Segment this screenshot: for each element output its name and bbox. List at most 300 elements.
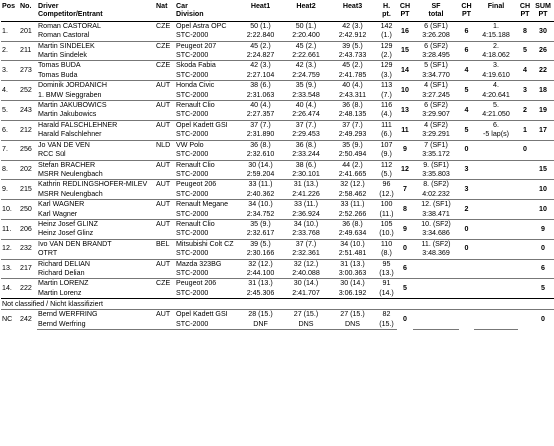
sf-position: 9. (SF1): [413, 160, 459, 170]
heat1-points: 34 (10.): [238, 200, 283, 210]
final-time: 4:15.188: [482, 31, 510, 40]
final-position: [474, 279, 518, 289]
sf-position: 4 (SF2): [413, 120, 459, 130]
entrant-cell: Martin Lorenz: [38, 288, 82, 297]
heat2-time: 2:36.924: [292, 209, 320, 218]
sf-total-time: [413, 289, 459, 299]
heat1-time: 2:34.752: [246, 209, 275, 218]
entrant-cell: Karl Wagner: [38, 209, 78, 218]
ch-points-heats: 15: [397, 41, 413, 61]
division-cell: STC-2000: [176, 169, 209, 178]
ch-points-sf: 2: [459, 200, 474, 220]
entrant-cell: Harald Falschlehner: [38, 130, 102, 139]
not-classified-body: [1, 310, 554, 330]
ch-points-final: 0: [518, 140, 532, 160]
ch-points-sf: 6: [464, 26, 469, 35]
heat2-time: 2:20.400: [292, 31, 320, 40]
final-position: [474, 180, 518, 190]
division-cell: STC-2000: [176, 31, 209, 40]
heat-total-points: 107: [376, 140, 397, 150]
car-cell: Mitsubishi Colt CZ: [175, 239, 238, 249]
sf-position: [413, 259, 459, 269]
ch-points-heats: 9: [397, 219, 413, 239]
pos-cell: 2.: [1, 41, 19, 61]
final-time: 4:21.050: [482, 110, 510, 119]
ch-points-sf: 4: [459, 61, 474, 81]
heat2-points: 36 (8.): [283, 140, 329, 150]
sf-total-time: 3:27.245: [422, 90, 450, 99]
sum-points: 10: [532, 180, 554, 200]
division-cell: STC-2000: [176, 90, 209, 99]
header-ch2: CH: [461, 2, 472, 10]
pos-cell: 3.: [1, 61, 19, 81]
ch-points-final: [518, 239, 532, 259]
heat3-time: 2:41.785: [338, 70, 367, 79]
heat3-time: 2:42.912: [338, 31, 367, 40]
final-time: [474, 190, 518, 200]
number-cell: 243: [19, 101, 37, 121]
driver-cell: Martin JAKUBOWICS: [37, 101, 155, 111]
division-cell: STC-2000: [176, 189, 209, 198]
final-position: [474, 259, 518, 269]
number-cell: 232: [19, 239, 37, 259]
sum-points: 5: [532, 279, 554, 299]
ch-points-final: 8: [523, 26, 527, 35]
sf-position: 7 (SF1): [413, 140, 459, 150]
entrant-cell: OTRT: [38, 249, 58, 258]
heat1-time: 2:27.357: [246, 110, 275, 119]
final-time: 4:18.062: [482, 51, 510, 60]
blank-cell: [155, 190, 175, 200]
heat-rank: (5.): [381, 169, 392, 178]
heat1-time: 2:22.840: [246, 31, 275, 40]
header-heat3: Heat3: [342, 2, 363, 10]
final-position: [474, 239, 518, 249]
pos-cell: 8.: [1, 160, 19, 180]
header-driver: Driver: [38, 2, 59, 10]
sum-points: 0: [532, 310, 554, 330]
pos-cell: 1.: [2, 26, 8, 35]
heat3-time: DNS: [329, 320, 376, 330]
header-final: Final: [487, 2, 505, 10]
heat2-time: 2:29.453: [292, 130, 320, 139]
car-cell: Skoda Fabia: [175, 61, 238, 71]
nat-cell: AUT: [155, 310, 175, 320]
driver-cell: Richard DELIAN: [37, 259, 155, 269]
division-cell: STC-2000: [176, 130, 209, 139]
car-cell: Peugeot 207: [175, 41, 238, 51]
sf-position: 11. (SF2): [413, 239, 459, 249]
heat2-time: 2:33.548: [292, 90, 320, 99]
header-pos: Pos: [2, 2, 16, 10]
heat3-time: 2:50.494: [338, 150, 367, 159]
pos-cell: 5.: [1, 101, 19, 121]
ch-points-heats: 14: [397, 61, 413, 81]
car-cell: Opel Kadett GSI: [175, 120, 238, 130]
ch-points-heats: 8: [397, 200, 413, 220]
sum-points: 15: [532, 160, 554, 180]
heat-rank: (13.): [379, 268, 394, 277]
heat3-points: 34 (10.): [329, 239, 376, 249]
sum-points: 22: [532, 61, 554, 81]
heat1-time: 2:44.100: [246, 268, 275, 277]
heat1-time: 2:24.827: [246, 51, 275, 60]
heat1-points: 42 (3.): [238, 61, 283, 71]
heat1-time: 2:30.166: [246, 249, 275, 258]
heat3-points: 36 (8.): [329, 101, 376, 111]
pos-cell: 12.: [1, 239, 19, 259]
nat-cell: AUT: [155, 160, 175, 170]
heat3-points: 36 (8.): [329, 219, 376, 229]
blank-cell: [155, 229, 175, 239]
sum-points: 17: [532, 120, 554, 140]
heat2-time: 2:22.661: [292, 51, 320, 60]
heat3-time: 2:49.293: [338, 130, 367, 139]
heat-rank: (7.): [381, 90, 392, 99]
sf-total-time: 3:28.495: [422, 51, 450, 60]
sf-position: 6 (SF2): [413, 101, 459, 111]
blank-cell: [155, 320, 175, 330]
heat-total-points: 111: [376, 120, 397, 130]
table-row: [1, 200, 554, 210]
ch-points-heats: 5: [397, 279, 413, 299]
heat3-time: 3:06.192: [338, 288, 367, 297]
car-cell: Renault Megane: [175, 200, 238, 210]
header-ch3: CH: [519, 2, 531, 10]
heat-total-points: 129: [376, 61, 397, 71]
table-row: [1, 219, 554, 229]
final-position: [474, 200, 518, 210]
number-cell: 201: [20, 26, 32, 35]
sum-points: 10: [532, 200, 554, 220]
heat3-time: 2:48.135: [338, 110, 367, 119]
number-cell: 252: [19, 81, 37, 101]
final-time: [474, 249, 518, 259]
ch-points-sf: 0: [459, 219, 474, 239]
entrant-cell: Heinz Josef Glinz: [38, 229, 94, 238]
division-cell: STC-2000: [175, 320, 238, 330]
driver-cell: Karl WAGNER: [37, 200, 155, 210]
blank-cell: [155, 31, 175, 41]
pos-cell: 11.: [1, 219, 19, 239]
driver-cell: Stefan BRACHER: [37, 160, 155, 170]
heat-rank: (15.): [376, 320, 397, 330]
division-cell: STC-2000: [176, 150, 209, 159]
sf-total-time: 3:34.686: [422, 229, 450, 238]
heat1-points: 36 (8.): [238, 140, 283, 150]
division-cell: STC-2000: [176, 268, 209, 277]
final-time: -5 lap(s): [482, 130, 510, 139]
heat-total-points: 96: [376, 180, 397, 190]
ch-points-final: [518, 259, 532, 279]
ch-points-sf: 3: [459, 180, 474, 200]
division-cell: STC-2000: [176, 288, 209, 297]
number-cell: 242: [19, 310, 37, 330]
ch-points-final: [518, 310, 532, 330]
heat1-points: 50 (1.): [250, 21, 271, 30]
heat-rank: (12.): [379, 189, 394, 198]
final-time: [474, 289, 518, 299]
heat3-time: 2:49.634: [338, 229, 367, 238]
driver-cell: Harald FALSCHLEHNER: [37, 120, 155, 130]
ch-points-heats: 0: [397, 239, 413, 259]
car-cell: Honda Civic: [175, 81, 238, 91]
nat-cell: AUT: [155, 101, 175, 111]
sum-points: 0: [532, 239, 554, 259]
heat-total-points: 82: [376, 310, 397, 320]
car-cell: VW Polo: [175, 140, 238, 150]
sf-position: 12. (SF1): [413, 200, 459, 210]
car-cell: Mazda 323BG: [175, 259, 238, 269]
ch-points-sf: 4: [459, 101, 474, 121]
heat2-time: 2:26.474: [292, 110, 320, 119]
heat1-points: 28 (15.): [238, 310, 283, 320]
entrant-cell: Roman Castoral: [38, 31, 90, 40]
entrant-cell: Martin Sindelek: [38, 51, 87, 60]
final-position: [474, 140, 518, 150]
heat2-points: 32 (12.): [283, 259, 329, 269]
sf-total-time: 3:38.471: [422, 209, 450, 218]
header-total: total: [413, 10, 459, 21]
ch-points-heats: 12: [397, 160, 413, 180]
heat3-time: 3:00.363: [338, 268, 367, 277]
ch-points-sf: [459, 259, 474, 279]
header-sf: SF: [431, 2, 441, 10]
ch-points-heats: 6: [397, 259, 413, 279]
heat1-time: 2:32.617: [246, 229, 275, 238]
heat-total-points: 105: [376, 219, 397, 229]
header-car: Car: [176, 2, 188, 10]
driver-cell: Ivo VAN DEN BRANDT: [37, 239, 155, 249]
table-row: [1, 120, 554, 130]
sf-position: 6 (SF1): [424, 21, 448, 30]
ch-points-sf: 5: [459, 120, 474, 140]
nat-cell: CZE: [155, 41, 175, 51]
heat-total-points: 95: [376, 259, 397, 269]
blank-cell: [155, 130, 175, 140]
final-position: 1.: [493, 21, 499, 30]
sf-position: 5 (SF1): [413, 61, 459, 71]
sum-points: 6: [532, 259, 554, 279]
ch-points-sf: 6: [459, 41, 474, 61]
sf-position: 8. (SF2): [413, 180, 459, 190]
number-cell: 273: [19, 61, 37, 81]
not-classified-label: Not classified / Nicht klassifiziert: [1, 299, 554, 310]
final-time: [474, 320, 518, 330]
nat-cell: CZE: [156, 21, 171, 30]
car-cell: Renault Clio: [175, 160, 238, 170]
final-position: [474, 310, 518, 320]
header-nat: Nat: [156, 2, 168, 10]
sum-points: 9: [532, 219, 554, 239]
final-position: 6.: [474, 120, 518, 130]
entrant-cell: MSRR Neulengbach: [38, 169, 103, 178]
heat2-points: 50 (1.): [295, 21, 317, 30]
header-pt-sum: PT: [532, 10, 554, 21]
sf-total-time: 3:35.803: [422, 169, 450, 178]
heat-total-points: 129: [376, 41, 397, 51]
ch-points-final: 3: [518, 81, 532, 101]
ch-points-final: 4: [518, 61, 532, 81]
ch-points-final: [518, 160, 532, 180]
header-heat2: Heat2: [296, 2, 316, 10]
heat2-points: 45 (2.): [283, 41, 329, 51]
driver-cell: Roman CASTORAL: [38, 21, 101, 30]
nat-cell: NLD: [155, 140, 175, 150]
ch-points-final: [518, 200, 532, 220]
heat1-time: 2:40.362: [246, 189, 275, 198]
ch-points-final: 5: [518, 41, 532, 61]
driver-cell: Bernd WERFRING: [37, 310, 155, 320]
heat1-points: 31 (13.): [238, 279, 283, 289]
heat3-points: 40 (4.): [329, 81, 376, 91]
header-chpt1: PT: [397, 10, 413, 21]
table-row: [1, 239, 554, 249]
entrant-cell: MSRR Neulengbach: [38, 189, 103, 198]
ch-points-heats: 0: [397, 310, 413, 330]
nat-cell: AUT: [155, 81, 175, 91]
nat-cell: CZE: [155, 61, 175, 71]
results-table: [1, 0, 554, 330]
blank-cell: [155, 110, 175, 120]
table-row: [1, 21, 554, 31]
nat-cell: CZE: [155, 279, 175, 289]
final-position: 5.: [474, 101, 518, 111]
blank-cell: [155, 51, 175, 61]
heat-total-points: 142: [380, 21, 393, 30]
nat-cell: AUT: [155, 259, 175, 269]
header-ch1: CH: [399, 2, 411, 10]
division-cell: STC-2000: [176, 110, 209, 119]
heat2-points: 30 (14.): [283, 279, 329, 289]
driver-cell: Martin LORENZ: [37, 279, 155, 289]
heat-rank: (8.): [381, 249, 392, 258]
blank-cell: [155, 289, 175, 299]
heat3-time: 2:52.266: [338, 209, 367, 218]
heat3-points: 44 (2.): [329, 160, 376, 170]
heat2-time: 2:24.759: [292, 70, 320, 79]
final-position: 3.: [474, 61, 518, 71]
sf-total-time: 3:29.291: [422, 130, 450, 139]
blank-cell: [155, 210, 175, 220]
header-entrant: Competitor/Entrant: [37, 10, 155, 21]
heat1-points: 32 (12.): [238, 259, 283, 269]
heat2-points: 42 (3.): [283, 61, 329, 71]
sf-total-time: 3:29.907: [422, 110, 450, 119]
heat-rank: (6.): [381, 130, 392, 139]
heat3-time: 2:41.665: [338, 169, 367, 178]
ch-points-heats: 13: [397, 101, 413, 121]
header-pt: pt.: [376, 10, 397, 21]
table-row: [1, 259, 554, 269]
heat2-time: DNS: [283, 320, 329, 330]
division-cell: STC-2000: [176, 70, 209, 79]
car-cell: Peugeot 206: [175, 279, 238, 289]
heat-rank: (11.): [379, 209, 394, 218]
ch-points-heats: 7: [397, 180, 413, 200]
nat-cell: AUT: [155, 180, 175, 190]
heat1-points: 30 (14.): [238, 160, 283, 170]
ch-points-final: 1: [518, 120, 532, 140]
driver-cell: Jo VAN DE VEN: [37, 140, 155, 150]
heat2-time: 2:32.361: [292, 249, 320, 258]
pos-cell: 13.: [1, 259, 19, 279]
sf-total-time: 3:48.369: [422, 249, 450, 258]
heat2-time: 2:30.101: [292, 169, 320, 178]
sf-total-time: 3:35.172: [422, 150, 450, 159]
division-cell: STC-2000: [176, 229, 209, 238]
heat2-points: 27 (15.): [283, 310, 329, 320]
heat1-points: 40 (4.): [238, 101, 283, 111]
heat3-points: 39 (5.): [329, 41, 376, 51]
sum-points: 19: [532, 101, 554, 121]
heat2-points: 38 (6.): [283, 160, 329, 170]
heat3-points: 35 (9.): [329, 140, 376, 150]
heat2-points: 37 (7.): [283, 120, 329, 130]
header-heat1: Heat1: [250, 2, 271, 10]
table-row: [1, 180, 554, 190]
heat3-points: 32 (12.): [329, 180, 376, 190]
ch-points-sf: 5: [459, 81, 474, 101]
number-cell: 212: [19, 120, 37, 140]
heat2-time: 2:33.768: [292, 229, 320, 238]
entrant-cell: RCC Sül: [38, 150, 66, 159]
blank-cell: [155, 71, 175, 81]
sf-position: 4 (SF1): [413, 81, 459, 91]
header-chpt2: PT: [459, 10, 474, 21]
pos-cell: 10.: [1, 200, 19, 220]
header-division: Division: [175, 10, 238, 21]
sf-total-time: [413, 320, 459, 330]
heat2-points: 31 (13.): [283, 180, 329, 190]
table-row: [1, 160, 554, 170]
heat-rank: (10.): [379, 229, 394, 238]
ch-points-heats: 10: [397, 81, 413, 101]
heat3-points: 45 (2.): [329, 61, 376, 71]
heat2-points: 40 (4.): [283, 101, 329, 111]
car-cell: Peugeot 206: [175, 180, 238, 190]
ch-points-heats: 9: [397, 140, 413, 160]
sum-points: 26: [532, 41, 554, 61]
sf-total-time: 3:26.208: [422, 31, 450, 40]
heat1-time: 2:45.306: [246, 288, 275, 297]
number-cell: 256: [19, 140, 37, 160]
heat-rank: (3.): [381, 70, 392, 79]
ch-points-final: [518, 219, 532, 239]
heat1-time: 2:31.063: [246, 90, 275, 99]
heat2-time: 2:33.244: [292, 150, 320, 159]
heat-total-points: 91: [376, 279, 397, 289]
pos-cell: 4.: [1, 81, 19, 101]
final-position: 2.: [474, 41, 518, 51]
heat-rank: (2.): [381, 51, 392, 60]
heat-total-points: 110: [376, 239, 397, 249]
entrant-cell: Bernd Werfring: [37, 320, 155, 330]
car-cell: Renault Clio: [175, 219, 238, 229]
header-h: H.: [382, 2, 391, 10]
sum-points: 18: [532, 81, 554, 101]
nat-cell: BEL: [155, 239, 175, 249]
table-row: [1, 279, 554, 289]
heat3-points: 42 (3.): [342, 21, 363, 30]
pos-cell: 7.: [1, 140, 19, 160]
nat-cell: AUT: [155, 200, 175, 210]
sf-position: [413, 279, 459, 289]
heat1-time: 2:31.890: [246, 130, 275, 139]
number-cell: 222: [19, 279, 37, 299]
heat1-time: 2:59.204: [246, 169, 275, 178]
results-body: [1, 21, 554, 298]
